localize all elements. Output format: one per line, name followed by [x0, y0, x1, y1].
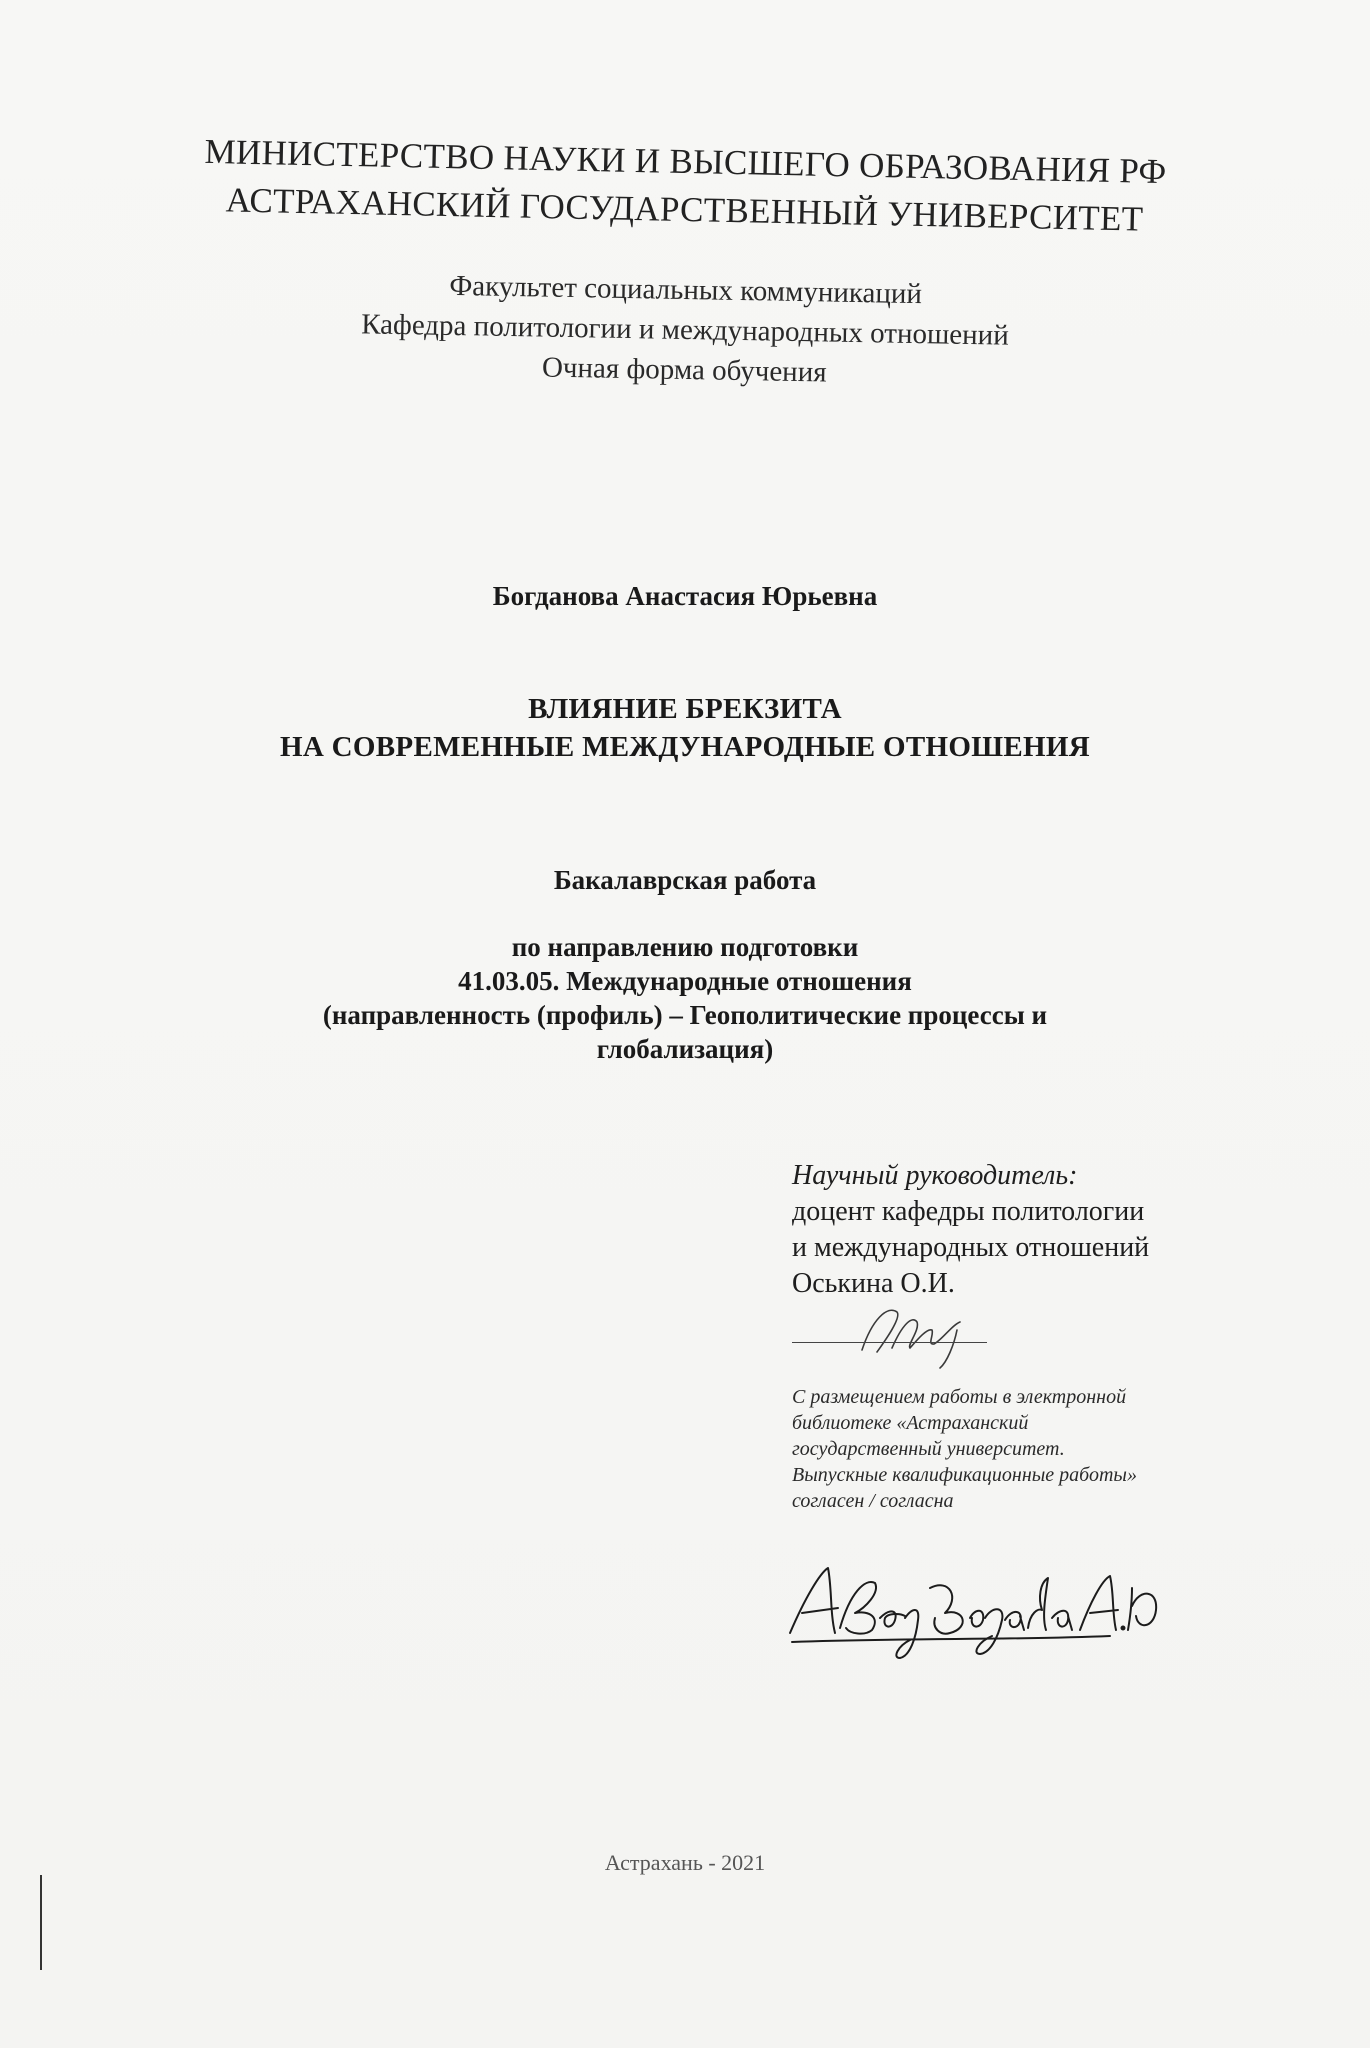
supervisor-signature-line — [792, 1342, 987, 1343]
thesis-title-line-1: ВЛИЯНИЕ БРЕКЗИТА — [528, 693, 842, 725]
supervisor-label: Научный руководитель: — [792, 1160, 1078, 1191]
supervisor-signature — [842, 1300, 992, 1370]
supervisor-position-1: доцент кафедры политологии — [792, 1196, 1145, 1227]
consent-line-5: согласен / согласна — [792, 1490, 954, 1512]
consent-line-4: Выпускные квалификационные работы» — [792, 1464, 1137, 1486]
library-consent — [792, 1384, 1212, 1514]
supervisor-position-2: и международных отношений — [792, 1232, 1150, 1263]
work-type: Бакалаврская работа — [553, 865, 817, 895]
department-name: Кафедра политологии и международных отношений — [360, 308, 1010, 352]
faculty-block — [0, 258, 1370, 402]
ministry-line-2: АСТРАХАНСКИЙ ГОСУДАРСТВЕННЫЙ УНИВЕРСИТЕТ — [225, 180, 1144, 239]
author-name: Богданова Анастасия Юрьевна — [492, 581, 878, 611]
direction-line-4: глобализация) — [596, 1034, 774, 1064]
thesis-title — [0, 690, 1370, 766]
direction-line-3: (направленность (профиль) – Геополитические процессы и — [322, 1000, 1048, 1030]
study-form: Очная форма обучения — [541, 351, 827, 389]
study-direction — [0, 930, 1370, 1066]
supervisor-name: Оськина О.И. — [792, 1268, 955, 1299]
consent-line-2: библиотеке «Астраханский — [792, 1412, 1029, 1434]
scan-edge-mark — [40, 1875, 42, 1970]
thesis-title-line-2: НА СОВРЕМЕННЫЕ МЕЖДУНАРОДНЫЕ ОТНОШЕНИЯ — [280, 731, 1090, 763]
supervisor-block — [792, 1158, 1149, 1302]
ministry-line-1: МИНИСТЕРСТВО НАУКИ И ВЫСШЕГО ОБРАЗОВАНИЯ РФ — [204, 131, 1167, 192]
direction-line-1: по направлению подготовки — [511, 932, 859, 962]
direction-line-2: 41.03.05. Международные отношения — [458, 966, 912, 996]
author-signature — [780, 1558, 1170, 1668]
faculty-name: Факультет социальных коммуникаций — [449, 269, 923, 311]
consent-line-1: С размещением работы в электронной — [792, 1386, 1127, 1408]
ministry-header — [0, 124, 1370, 249]
city-year: Астрахань - 2021 — [604, 1850, 766, 1875]
consent-line-3: государственный университет. — [792, 1438, 1065, 1460]
